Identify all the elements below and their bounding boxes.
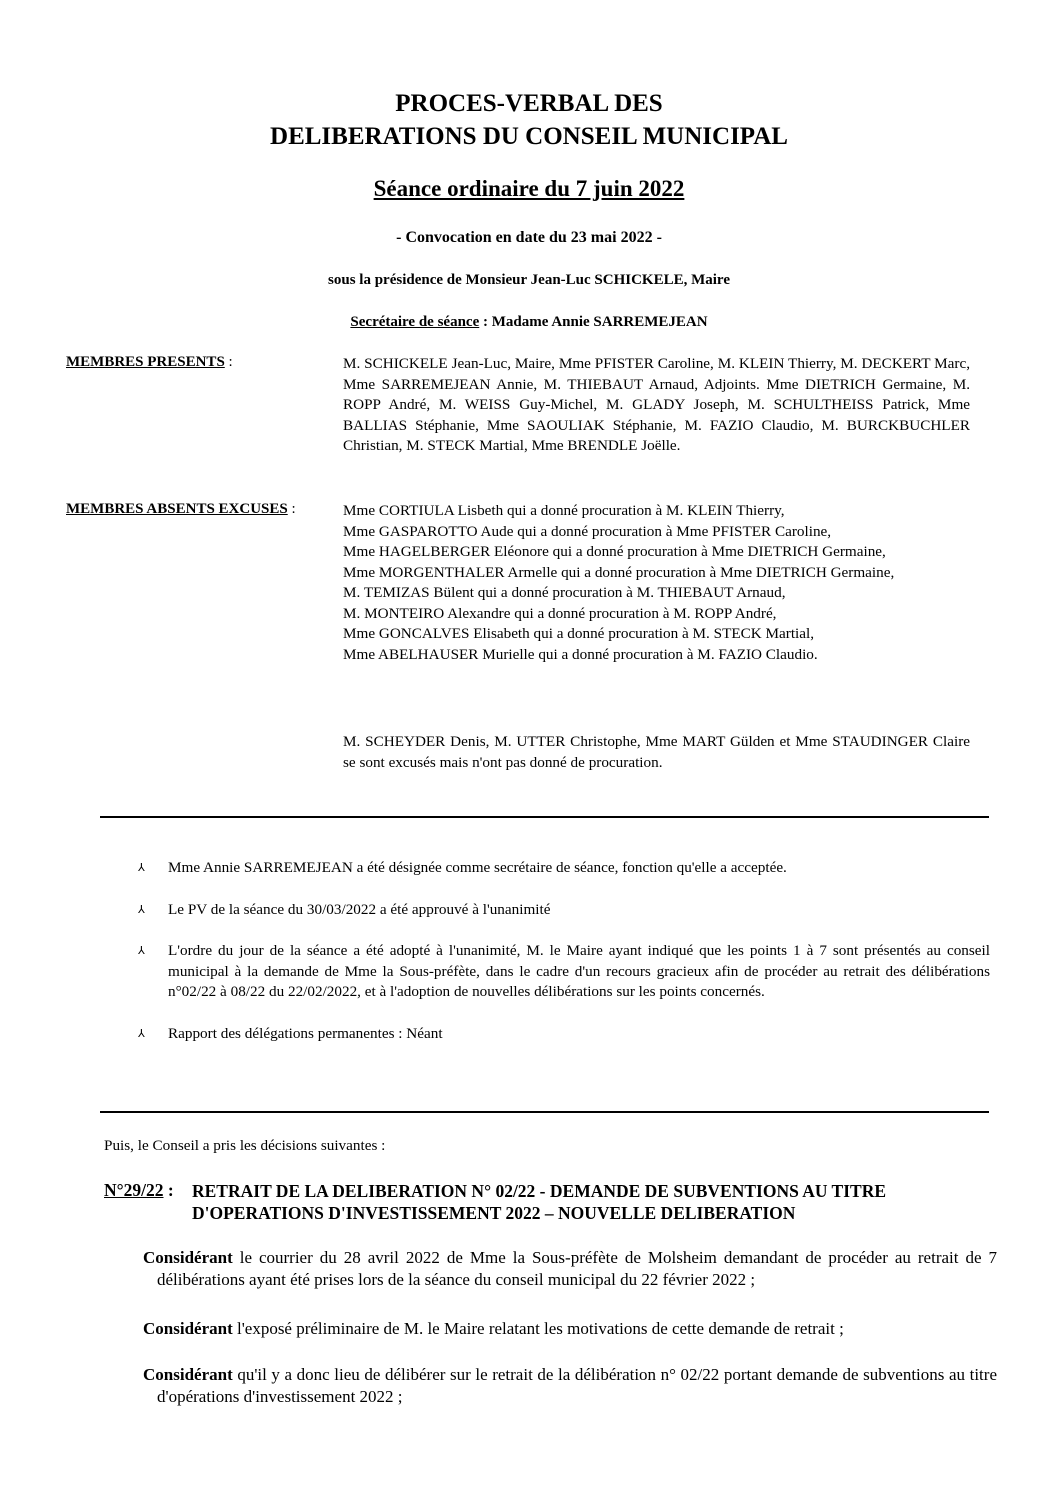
absent-member-item: Mme ABELHAUSER Murielle qui a donné procuration à M. FAZIO Claudio.	[343, 645, 818, 663]
deliberation-number-colon: :	[163, 1180, 174, 1200]
list-item-text: Mme Annie SARREMEJEAN a été désignée comme secrétaire de séance, fonction qu'elle a acceptée.	[168, 859, 787, 876]
document-title-line2: DELIBERATIONS DU CONSEIL MUNICIPAL	[270, 123, 788, 150]
considerant-paragraph	[143, 1247, 997, 1291]
deliberation-title: RETRAIT DE LA DELIBERATION N° 02/22 - DEMANDE DE SUBVENTIONS AU TITRE D'OPERATIONS D'INVESTISSEMENT 2022 – NOUVELLE DELIBERATION	[192, 1181, 887, 1223]
list-item-text: L'ordre du jour de la séance a été adopté à l'unanimité, M. le Maire ayant indiqué que les points 1 à 7 sont présentés au conseil municipal à la demande de Mme la Sous-préfète, dans le cadre d'un recours gracieux afin de procéder au retrait des délibérations n°02/22 à 08/22 du 22/02/2022, et à l'adoption de nouvelles délibérations sur les points concernés.	[168, 942, 990, 1000]
deliberation-number-text: N°29/22	[104, 1180, 164, 1200]
absent-member-item: Mme GONCALVES Elisabeth qui a donné procuration à M. STECK Martial,	[343, 625, 815, 642]
absent-member-item: Mme CORTIULA Lisbeth qui a donné procuration à M. KLEIN Thierry,	[343, 502, 785, 519]
considerant-keyword: Considérant	[143, 1248, 233, 1267]
considerant-keyword: Considérant	[143, 1319, 233, 1338]
secretary-label: Secrétaire de séance	[350, 314, 480, 330]
present-label-text: MEMBRES PRESENTS	[66, 354, 225, 370]
absent-member-item: M. TEMIZAS Bülent qui a donné procuration à M. THIEBAUT Arnaud,	[343, 584, 786, 601]
present-label-colon: :	[224, 354, 233, 370]
decisions-intro: Puis, le Conseil a pris les décisions suivantes :	[104, 1137, 386, 1154]
absent-label-colon: :	[287, 501, 296, 517]
absent-member-item: Mme MORGENTHALER Armelle qui a donné procuration à Mme DIETRICH Germaine,	[343, 563, 895, 581]
absent-member-item: M. MONTEIRO Alexandre qui a donné procuration à M. ROPP André,	[343, 604, 777, 622]
list-item	[138, 1024, 990, 1045]
bullet-marker-icon: ⅄	[138, 903, 145, 916]
absent-without-proxy-note: M. SCHEYDER Denis, M. UTTER Christophe, Mme MART Gülden et Mme STAUDINGER Claire se sont excusés mais n'ont pas donné de procuration.	[343, 733, 970, 771]
considerant-text: l'exposé préliminaire de M. le Maire relatant les motivations de cette demande de retrait ;	[232, 1319, 844, 1338]
session-text: Séance ordinaire du 7 juin 2022	[373, 176, 685, 201]
absent-member-item: Mme GASPAROTTO Aude qui a donné procuration à Mme PFISTER Caroline,	[343, 522, 832, 540]
absent-member-item: Mme HAGELBERGER Eléonore qui a donné procuration à Mme DIETRICH Germaine,	[343, 543, 886, 560]
presidence-line: sous la présidence de Monsieur Jean-Luc SCHICKELE, Maire	[328, 272, 730, 288]
considerant-text: qu'il y a donc lieu de délibérer sur le retrait de la délibération n° 02/22 portant demande de subventions au titre d'opérations d'investissement 2022 ;	[157, 1365, 997, 1406]
bullet-marker-icon: ⅄	[138, 862, 145, 874]
considerant-paragraph	[143, 1318, 997, 1340]
horizontal-divider	[100, 816, 989, 818]
list-item	[138, 900, 990, 921]
secretary-line	[0, 314, 1058, 331]
list-item-text: Le PV de la séance du 30/03/2022 a été approuvé à l'unanimité	[168, 900, 551, 918]
absent-members-list	[343, 501, 970, 665]
convocation-line: - Convocation en date du 23 mai 2022 -	[396, 229, 662, 246]
bullet-marker-icon: ⅄	[138, 945, 145, 957]
considerant-text: le courrier du 28 avril 2022 de Mme la Sous-préfète de Molsheim demandant de procéder au retrait de 7 délibérations ayant été prises lors de la séance du conseil municipal du 22 février 2022 ;	[157, 1248, 997, 1289]
list-item	[138, 941, 990, 1003]
considerant-keyword: Considérant	[143, 1365, 233, 1384]
horizontal-divider	[100, 1111, 989, 1113]
absent-members-label	[66, 501, 296, 518]
session-heading	[0, 176, 1058, 202]
document-title-line1: PROCES-VERBAL DES	[395, 90, 663, 117]
present-members-label	[66, 354, 233, 371]
absent-label-text: MEMBRES ABSENTS EXCUSES	[66, 501, 288, 517]
considerant-paragraph	[143, 1364, 997, 1408]
list-item-text: Rapport des délégations permanentes : Néant	[168, 1024, 443, 1042]
deliberation-number	[104, 1180, 174, 1201]
list-item	[138, 858, 990, 879]
present-members-list: M. SCHICKELE Jean-Luc, Maire, Mme PFISTER Caroline, M. KLEIN Thierry, M. DECKERT Marc, Mme SARREMEJEAN Annie, M. THIEBAUT Arnaud, Adjoints. Mme DIETRICH Germaine, M. ROPP André, M. WEISS Guy-Michel, M. GLADY Joseph, M. SCHULTHEISS Patrick, Mme BALLIAS Stéphanie, Mme SAOULIAK Stéphanie, M. FAZIO Claudio, M. BURCKBUCHLER Christian, M. STECK Martial, Mme BRENDLE Joëlle.	[343, 355, 970, 454]
secretary-name: : Madame Annie SARREMEJEAN	[479, 314, 708, 330]
bullet-marker-icon: ⅄	[138, 1027, 145, 1040]
preliminary-points-list	[138, 858, 990, 1065]
